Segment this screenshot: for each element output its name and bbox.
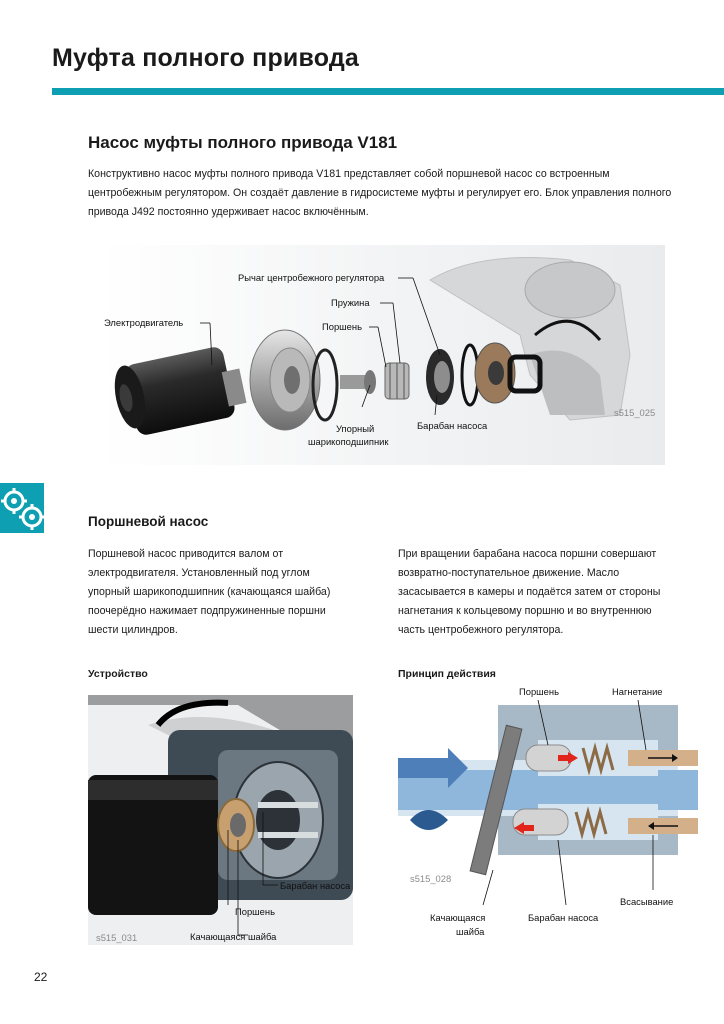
intro-paragraph: Конструктивно насос муфты полного привода V181 представляет собой поршневой насос со встроенным центробежным регулятором. Он создаёт давление в гидросистеме муфты и регулирует его. Блок управления полного привода J492 постоянно удерживает насос включённым. [88, 168, 672, 218]
label-principle-piston: Поршень [519, 686, 559, 697]
piston-pump-right-text: При вращении барабана насоса поршни совершают возвратно-поступательное движение. Масло засасывается в камеры и подаётся затем от стороны нагнетания к кольцевому поршню и во внутреннюю часть центробежного регулятора. [398, 548, 661, 636]
label-centrifugal-lever: Рычаг центробежного регулятора [238, 272, 385, 283]
principle-heading: Принцип действия [398, 668, 496, 680]
piston-pump-left-text: Поршневой насос приводится валом от электродвигателя. Установленный под углом упорный шарикоподшипник (качающаяся шайба) поочерёдно нажимает подпружиненные поршни шести цилиндров. [88, 548, 331, 636]
label-principle-swash-line2: шайба [456, 926, 485, 937]
device-heading: Устройство [88, 668, 148, 680]
page-number: 22 [34, 970, 48, 984]
label-principle-drum: Барабан насоса [528, 912, 599, 923]
page-title: Муфта полного привода [52, 44, 360, 72]
label-device-swashplate: Качающаяся шайба [190, 931, 277, 942]
label-principle-pressure: Нагнетание [612, 686, 663, 697]
label-device-drum: Барабан насоса [280, 880, 351, 891]
piston-pump-title: Поршневой насос [88, 514, 209, 529]
title-accent-bar [52, 88, 724, 95]
label-principle-swash-line1: Качающаяся [430, 912, 486, 923]
figure-code: s515_025 [614, 407, 656, 418]
label-thrust-bearing-line2: шарикоподшипник [308, 436, 389, 447]
device-figure-code: s515_031 [96, 932, 138, 943]
label-device-piston: Поршень [235, 906, 275, 917]
gear-icon [0, 483, 44, 533]
principle-figure-code: s515_028 [410, 873, 452, 884]
label-principle-suction: Всасывание [620, 896, 674, 907]
label-spring: Пружина [331, 297, 370, 308]
label-pump-drum: Барабан насоса [417, 420, 488, 431]
section-title: Насос муфты полного привода V181 [88, 133, 398, 152]
label-piston: Поршень [322, 321, 362, 332]
label-thrust-bearing-line1: Упорный [336, 423, 375, 434]
label-electric-motor: Электродвигатель [104, 317, 184, 328]
device-cutaway-illustration [88, 695, 353, 945]
